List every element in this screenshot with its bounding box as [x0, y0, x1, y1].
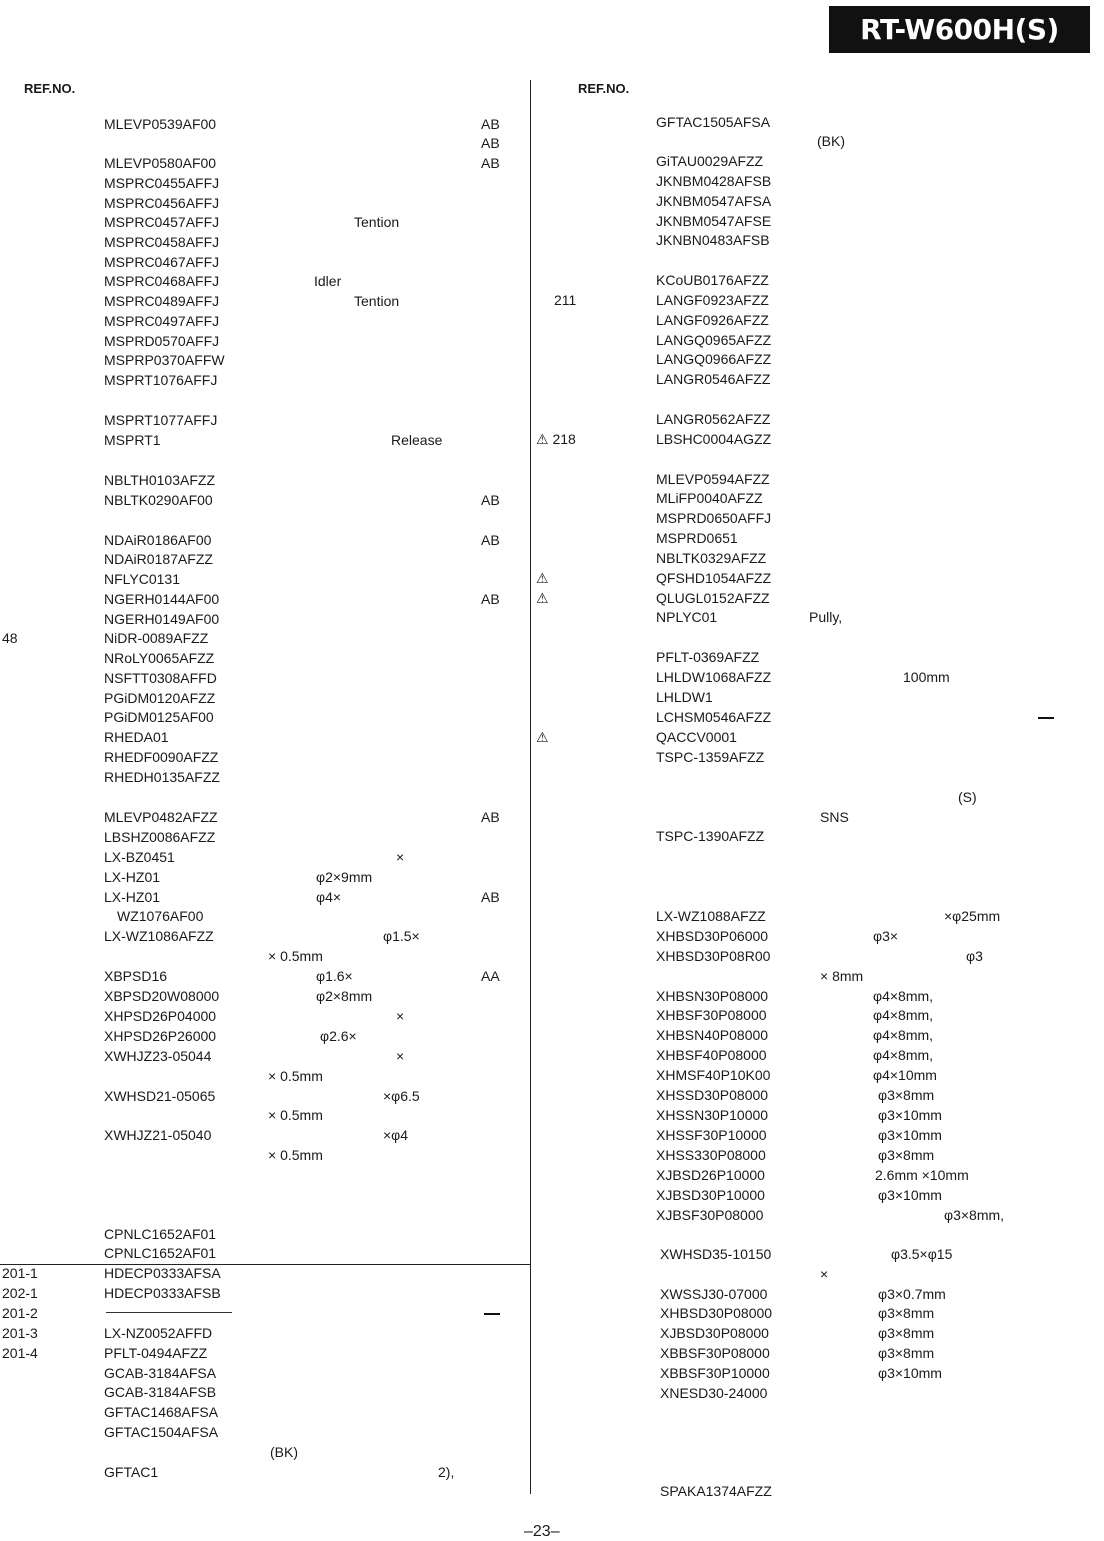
price-code: AB [481, 116, 500, 132]
parts-row [0, 926, 1104, 946]
part-description: Idler [314, 273, 342, 289]
parts-row [0, 1244, 1104, 1264]
part-number: LX-BZ0451 [104, 849, 175, 865]
parts-row [0, 767, 530, 787]
part-number: WZ1076AF00 [117, 908, 204, 924]
parts-row [0, 1165, 1104, 1185]
parts-row [0, 1185, 1104, 1205]
parts-row [0, 1125, 1104, 1145]
part-number: XHSSD30P08000 [656, 1087, 769, 1103]
part-number: LX-HZ01 [104, 869, 161, 885]
part-description: φ3× [873, 928, 899, 944]
part-description: (BK) [817, 133, 845, 149]
part-description: φ3×8mm [878, 1345, 935, 1361]
part-number: XBBSF30P08000 [660, 1345, 770, 1361]
part-number: NPLYC01 [656, 609, 718, 625]
part-number: RHEDH0135AFZZ [104, 769, 220, 785]
part-number: MSPRD0651 [656, 530, 738, 546]
parts-row [0, 131, 1104, 151]
parts-row [0, 687, 1104, 707]
parts-row [0, 667, 1104, 687]
part-number: LANGQ0965AFZZ [656, 332, 772, 348]
price-code: AB [481, 135, 500, 151]
part-number: SPAKA1374AFZZ [660, 1483, 772, 1499]
part-number: TSPC-1359AFZZ [656, 749, 765, 765]
parts-row [0, 727, 1104, 747]
parts-row [0, 191, 1104, 211]
parts-row [0, 1224, 530, 1244]
part-number: XWSSJ30-07000 [660, 1286, 768, 1302]
part-number: PFLT-0494AFZZ [104, 1345, 208, 1361]
part-number: CPNLC1652AF01 [104, 1245, 217, 1261]
part-description: φ4×10mm [873, 1067, 937, 1083]
price-code: 2), [438, 1464, 455, 1480]
ref-number: 211 [554, 292, 577, 308]
part-number: GCAB-3184AFSB [104, 1384, 217, 1400]
parts-row [0, 1462, 530, 1482]
part-description: φ3×10mm [878, 1127, 942, 1143]
part-number: XWHSD21-05065 [104, 1088, 216, 1104]
part-description: φ2.6× [320, 1028, 357, 1044]
part-number: XWHJZ21-05040 [104, 1127, 212, 1143]
part-description: Release [391, 432, 443, 448]
part-description: φ3×8mm [878, 1147, 935, 1163]
part-description: Pully, [809, 609, 843, 625]
parts-row [0, 230, 1104, 250]
parts-row [0, 409, 1104, 429]
part-number: XBPSD20W08000 [104, 988, 220, 1004]
part-description: Tention [354, 293, 400, 309]
parts-row [0, 1481, 1104, 1501]
part-description: φ3×8mm [878, 1087, 935, 1103]
parts-row [0, 647, 1104, 667]
part-description: Tention [354, 214, 400, 230]
ref-number: ⚠ [536, 729, 549, 745]
part-number: TSPC-1390AFZZ [656, 828, 765, 844]
price-code: AB [481, 591, 500, 607]
parts-row [0, 252, 530, 272]
part-description: φ2×8mm [316, 988, 373, 1004]
parts-row [0, 1025, 1104, 1045]
part-number: MLEVP0594AFZZ [656, 471, 770, 487]
parts-row [0, 469, 1104, 489]
part-description: φ3×8mm, [944, 1207, 1005, 1223]
part-description: φ3.5×φ15 [891, 1246, 953, 1262]
part-number: LX-HZ01 [104, 889, 161, 905]
part-number: LX-WZ1086AFZZ [104, 928, 214, 944]
part-number: XBBSF30P10000 [660, 1365, 770, 1381]
part-number: LBSHZ0086AFZZ [104, 829, 216, 845]
part-number: MSPRC0468AFFJ [104, 273, 220, 289]
part-description: φ4×8mm, [873, 988, 934, 1004]
part-number: XHPSD26P04000 [104, 1008, 217, 1024]
part-description: φ3×8mm [878, 1305, 935, 1321]
part-number: XHSSN30P10000 [656, 1107, 769, 1123]
part-number: XHBSF30P08000 [656, 1007, 767, 1023]
parts-row [0, 568, 1104, 588]
part-number: NGERH0149AF00 [104, 611, 220, 627]
parts-row [0, 826, 1104, 846]
parts-row [0, 847, 530, 867]
ref-number: 201-4 [2, 1345, 38, 1361]
parts-row [0, 1045, 1104, 1065]
parts-row [0, 1303, 1104, 1323]
part-description: φ3×10mm [878, 1187, 942, 1203]
parts-row [0, 1065, 1104, 1085]
part-number: XHMSF40P10K00 [656, 1067, 771, 1083]
part-description: φ4× [316, 889, 342, 905]
parts-row [0, 1402, 530, 1422]
part-description: φ4×8mm, [873, 1007, 934, 1023]
parts-row [0, 171, 1104, 191]
part-number: LHLDW1 [656, 689, 713, 705]
part-number: GiTAU0029AFZZ [656, 153, 764, 169]
parts-row [0, 906, 1104, 926]
parts-row [0, 867, 530, 887]
part-number: XHSS330P08000 [656, 1147, 766, 1163]
part-number: NiDR-0089AFZZ [104, 630, 209, 646]
part-description: φ3×0.7mm [878, 1286, 946, 1302]
part-number: LX-NZ0052AFFD [104, 1325, 213, 1341]
part-number: NSFTT0308AFFD [104, 670, 217, 686]
part-number: LBSHC0004AGZZ [656, 431, 772, 447]
part-number: NBLTH0103AFZZ [104, 472, 215, 488]
part-number: HDECP0333AFSA [104, 1265, 221, 1281]
part-number: CPNLC1652AF01 [104, 1226, 217, 1242]
part-number: PFLT-0369AFZZ [656, 649, 760, 665]
price-code: AB [481, 889, 500, 905]
part-number: LX-WZ1088AFZZ [656, 908, 766, 924]
parts-row [0, 1363, 1104, 1383]
part-number: RHEDA01 [104, 729, 169, 745]
ref-number: ⚠ [536, 590, 549, 606]
parts-row [0, 1442, 530, 1462]
part-description: ×φ6.5 [383, 1088, 420, 1104]
parts-row [0, 1264, 1104, 1284]
part-number: MSPRT1076AFFJ [104, 372, 218, 388]
part-number: MLEVP0580AF00 [104, 155, 217, 171]
part-number: XHSSF30P10000 [656, 1127, 767, 1143]
parts-row [0, 1422, 530, 1442]
ref-number: ⚠ 218 [536, 431, 576, 447]
part-number: PGiDM0120AFZZ [104, 690, 216, 706]
part-number: QACCV0001 [656, 729, 737, 745]
part-number: LCHSM0546AFZZ [656, 709, 772, 725]
part-number: MSPRC0457AFFJ [104, 214, 220, 230]
part-description: 2.6mm ×10mm [875, 1167, 969, 1183]
part-number: MSPRC0467AFFJ [104, 254, 220, 270]
parts-row [0, 488, 1104, 508]
parts-row [0, 1145, 1104, 1165]
part-number: MLEVP0539AF00 [104, 116, 217, 132]
part-number: XHBSF40P08000 [656, 1047, 767, 1063]
page-number: –23– [524, 1523, 560, 1540]
part-number: XHBSD30P08000 [660, 1305, 773, 1321]
part-number: MSPRP0370AFFW [104, 352, 225, 368]
parts-row [0, 151, 1104, 171]
part-number: LANGQ0966AFZZ [656, 351, 772, 367]
part-number: NRoLY0065AFZZ [104, 650, 215, 666]
part-description: × [820, 1266, 829, 1282]
part-description: SNS [820, 809, 849, 825]
part-description: ×φ4 [383, 1127, 409, 1143]
part-number: GFTAC1505AFSA [656, 114, 771, 130]
parts-row [0, 508, 1104, 528]
part-number: JKNBM0428AFSB [656, 173, 772, 189]
part-description: (BK) [270, 1444, 298, 1460]
part-number: XNESD30-24000 [660, 1385, 768, 1401]
part-number: PGiDM0125AF00 [104, 709, 214, 725]
ref-number: 201-2 [2, 1305, 38, 1321]
part-number: NDAiR0186AF00 [104, 532, 212, 548]
part-number: MSPRT1077AFFJ [104, 412, 218, 428]
part-number: XJBSD26P10000 [656, 1167, 765, 1183]
parts-row [0, 887, 530, 907]
parts-row [0, 528, 1104, 548]
part-number: RHEDF0090AFZZ [104, 749, 219, 765]
part-description: × 8mm [820, 968, 864, 984]
parts-row [0, 1343, 1104, 1363]
parts-row [0, 787, 1104, 807]
part-number: NBLTK0290AF00 [104, 492, 213, 508]
part-description: × [396, 849, 405, 865]
part-number: LANGR0546AFZZ [656, 371, 771, 387]
part-description: φ3×10mm [878, 1365, 942, 1381]
parts-row [0, 946, 1104, 966]
part-description: φ3×10mm [878, 1107, 942, 1123]
parts-row [0, 1205, 1104, 1225]
part-number: XHPSD26P26000 [104, 1028, 217, 1044]
part-number: HDECP0333AFSB [104, 1285, 221, 1301]
part-description: φ3×8mm [878, 1325, 935, 1341]
part-number: LANGF0923AFZZ [656, 292, 769, 308]
price-code: AA [481, 968, 500, 984]
parts-row [0, 330, 1104, 350]
part-description: φ4×8mm, [873, 1047, 934, 1063]
part-number: XHBSN40P08000 [656, 1027, 769, 1043]
part-number: XBPSD16 [104, 968, 168, 984]
part-number: NGERH0144AF00 [104, 591, 220, 607]
model-badge: RT-W600H(S) [829, 6, 1090, 53]
part-number: XWHSD35-10150 [660, 1246, 772, 1262]
parts-row [0, 211, 1104, 231]
ref-number: 48 [2, 630, 18, 646]
part-number: MSPRC0456AFFJ [104, 195, 220, 211]
part-number: XWHJZ23-05044 [104, 1048, 212, 1064]
part-description: (S) [958, 789, 977, 805]
part-number: GFTAC1504AFSA [104, 1424, 219, 1440]
parts-row [0, 310, 1104, 330]
part-number: MSPRD0650AFFJ [656, 510, 772, 526]
parts-row [0, 548, 1104, 568]
part-number: XHBSD30P06000 [656, 928, 769, 944]
part-number: JKNBN0483AFSB [656, 232, 770, 248]
part-number: XJBSF30P08000 [656, 1207, 764, 1223]
part-number: XHBSN30P08000 [656, 988, 769, 1004]
parts-row [0, 1105, 1104, 1125]
part-number: GFTAC1468AFSA [104, 1404, 219, 1420]
parts-row [0, 349, 1104, 369]
parts-row [0, 369, 1104, 389]
part-description: × [396, 1008, 405, 1024]
price-code: AB [481, 155, 500, 171]
part-number: JKNBM0547AFSA [656, 193, 772, 209]
part-description: φ3 [966, 948, 983, 964]
part-description: × 0.5mm [268, 948, 323, 964]
part-number: QFSHD1054AFZZ [656, 570, 772, 586]
parts-row [0, 607, 1104, 627]
part-description: φ2×9mm [316, 869, 373, 885]
part-number: MSPRC0489AFFJ [104, 293, 220, 309]
part-description: × [396, 1048, 405, 1064]
part-number: QLUGL0152AFZZ [656, 590, 770, 606]
part-number: NBLTK0329AFZZ [656, 550, 767, 566]
ref-number: ⚠ [536, 570, 549, 586]
parts-row [0, 986, 1104, 1006]
part-number: MLEVP0482AFZZ [104, 809, 218, 825]
ref-number: 201-3 [2, 1325, 38, 1341]
part-number: LANGR0562AFZZ [656, 411, 771, 427]
parts-row [0, 1005, 1104, 1025]
part-number: MSPRC0497AFFJ [104, 313, 220, 329]
part-description: φ4×8mm, [873, 1027, 934, 1043]
parts-row [0, 707, 1104, 727]
part-number: XJBSD30P10000 [656, 1187, 765, 1203]
ref-number: 202-1 [2, 1285, 38, 1301]
part-number: MSPRC0455AFFJ [104, 175, 220, 191]
parts-row [0, 966, 1104, 986]
parts-row [0, 270, 1104, 290]
parts-row [0, 747, 1104, 767]
part-number: NDAiR0187AFZZ [104, 551, 213, 567]
part-description: φ1.5× [383, 928, 420, 944]
part-description: × 0.5mm [268, 1107, 323, 1123]
parts-row [0, 628, 530, 648]
part-description: φ1.6× [316, 968, 353, 984]
price-code: AB [481, 809, 500, 825]
ref-number: 201-1 [2, 1265, 38, 1281]
part-number: LHLDW1068AFZZ [656, 669, 772, 685]
parts-row [0, 1383, 1104, 1403]
parts-row [0, 429, 1104, 449]
part-number: LANGF0926AFZZ [656, 312, 769, 328]
part-number: MSPRC0458AFFJ [104, 234, 220, 250]
part-number: XJBSD30P08000 [660, 1325, 769, 1341]
part-number: JKNBM0547AFSE [656, 213, 772, 229]
part-number: KCoUB0176AFZZ [656, 272, 769, 288]
parts-row [0, 807, 1104, 827]
parts-row [0, 290, 1104, 310]
part-number: XHBSD30P08R00 [656, 948, 771, 964]
part-description: × 0.5mm [268, 1068, 323, 1084]
part-number: GCAB-3184AFSA [104, 1365, 217, 1381]
parts-row [0, 112, 1104, 132]
part-description: × 0.5mm [268, 1147, 323, 1163]
part-number: MSPRT1 [104, 432, 161, 448]
price-code: AB [481, 492, 500, 508]
right-ref-header: REF.NO. [578, 81, 630, 96]
parts-row [0, 588, 1104, 608]
part-description: ×φ25mm [944, 908, 1001, 924]
part-number: GFTAC1 [104, 1464, 159, 1480]
left-ref-header: REF.NO. [24, 81, 76, 96]
price-code: AB [481, 532, 500, 548]
parts-row [0, 1323, 1104, 1343]
part-number: NFLYC0131 [104, 571, 181, 587]
parts-row [0, 1085, 1104, 1105]
part-description: 100mm [903, 669, 950, 685]
parts-row [0, 1284, 1104, 1304]
part-number: MLiFP0040AFZZ [656, 490, 763, 506]
part-number: MSPRD0570AFFJ [104, 333, 220, 349]
